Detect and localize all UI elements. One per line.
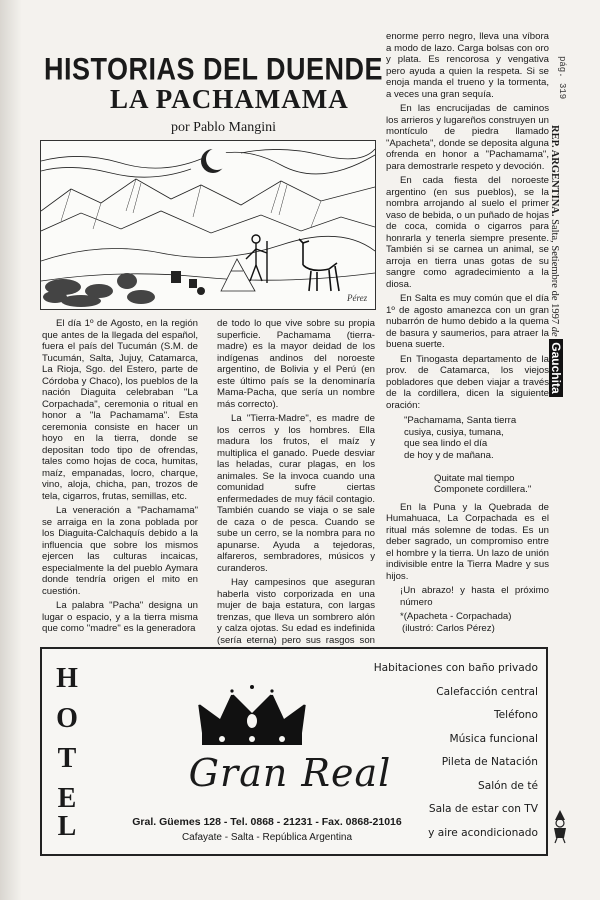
amenity-item: y aire acondicionado: [428, 826, 538, 839]
amenity-item: Habitaciones con baño privado: [373, 662, 538, 674]
paragraph: En las encrucijadas de caminos los arrieros y lugareños construyen un montículo de piedra llamado "Apacheta", donde se deposita alguna ofrenda en honor a "Pachamama", para demostrarle respeto y devoción.: [386, 103, 549, 172]
poem-line: Componete cordillera.": [434, 484, 532, 495]
hotel-name: Gran Real: [188, 751, 392, 795]
poem-line: "Pachamama, Santa tierra: [404, 415, 517, 426]
hotel-advertisement: [40, 647, 548, 856]
hotel-address: Gral. Güemes 128 - Tel. 0868 - 21231 - Fax. 0868-21016: [132, 816, 402, 828]
issue-info-vertical: [543, 125, 563, 394]
svg-text:Pérez: Pérez: [347, 293, 368, 303]
magazine-name: Gauchita: [549, 339, 563, 396]
duende-mascot-icon: [549, 808, 571, 844]
signoff: ¡Un abrazo! y hasta el próximo número: [400, 585, 549, 608]
article-byline: por Pablo Mangini: [171, 120, 276, 135]
paragraph: La "Tierra-Madre", es madre de los cerros y los hombres. Ella madura los frutos, el maíz y multiplica el ganado. Puede desviar las heladas, curar plagas, en los animales. Se la invoca cuando una comunidad sufre ciertas enfermedades de muy fácil contagio. También cuando se viaja o se sale de caza o de pesca. Cuando se sube un cerro, se la nombra para no apunarse. Ayuda a tejedoras, alfareros, sembradores, músicos y curanderos.: [217, 413, 375, 574]
caption-apacheta: *(Apacheta - Corpachada): [400, 611, 512, 622]
amenity-item: Calefacción central: [436, 685, 538, 698]
paragraph: La veneración a "Pachamama" se arraiga en la zona poblada por los Diaguita-Calchaquís debido a la influencia que sobre los mismos ejercen las culturas incaicas, especialmente la del pueblo Aymara donde tendría origen el mito en cuestión.: [42, 505, 198, 597]
hotel-letter: O: [56, 703, 78, 734]
landscape-drawing: [41, 141, 375, 309]
paragraph: En la Puna y la Quebrada de Humahuaca, La Corpachada es el ritual más solemne de todas. Es un deber sagrado, un compromiso entre el hombre y la tierra. Un lazo de unión indivisible entre la Tierra Madre y sus hijos.: [386, 501, 549, 582]
poem-line: [404, 461, 549, 473]
article-title-line2: LA PACHAMAMA: [110, 84, 349, 114]
poem-line: de hoy y de mañana.: [404, 449, 494, 461]
hotel-letter: E: [57, 783, 77, 814]
amenity-item: Sala de estar con TV: [428, 803, 538, 815]
paragraph: El día 1º de Agosto, en la región que antes de la llegada del español, fuera el país del Tucumán (S.M. de Tucumán, Salta, Jujuy, Catamarca, La Rioja, Sgo. del Estero, parte de Córdoba y Chaco), los pueblos de la nación Diaguita celebraban "La Corpachada", ceremonia o ritual en honor a "la Pachamama". Esta ceremonia consiste en hacer un hoyo en la tierra, donde se depositan todo tipo de ofrendas, tales como hojas de coca, humitas, maíz, empanadas, locro, charque, vino, aloja, chicha, pan, trozos de tela, cigarros, frutas, semillas, etc.: [42, 318, 198, 502]
amenity-item: Pileta de Natación: [441, 756, 538, 768]
article-column-2: [217, 318, 375, 672]
page-number: pág. 319: [557, 56, 567, 100]
amenity-item: Música funcional: [449, 732, 538, 745]
poem-line: que sea lindo el día: [404, 438, 488, 449]
poem-line: Quitate mal tiempo: [434, 472, 515, 484]
paragraph: Hay campesinos que aseguran haberla visto corporizada en una mujer de baja estatura, con largas trenzas, que lleva un sombrero alón y calza ojotas. Su edad es indefinida (sería eterna) pero sus rasgos son: [217, 577, 375, 646]
article-title-line1: HISTORIAS DEL DUENDE: [44, 52, 384, 87]
signoff-block: [386, 585, 549, 634]
hotel-letter: L: [57, 811, 77, 842]
paragraph: En Salta es muy común que el día 1º de agosto amanezca con un gran nubarrón de humo debido a la quema de basura y saumerios, para atraer la buena suerte.: [386, 293, 549, 350]
caption-illustrator: (ilustró: Carlos Pérez): [402, 622, 495, 634]
hotel-city: Cafayate - Salta - República Argentina: [181, 832, 353, 843]
paragraph: enorme perro negro, lleva una víbora a modo de lazo. Carga bolsas con oro y plata. Es rencorosa y vengativa pero ayuda a quien la respeta. Si se enoja manda el trueno y la tormenta, a veces una gran sequía.: [386, 31, 549, 100]
paragraph: En cada fiesta del noroeste argentino (en sus pueblos), se la nombra arrojando al suelo el primer vaso de bebida, o un puñado de hojas de coca, comida o cigarros para honrarla y tenerla siempre presente. También si se carnea un animal, se arroja en tierra unas gotas de su sangre como agradecimiento a la diosa.: [386, 175, 549, 290]
issue-location-date: Salta, Setiembre de 1997: [549, 219, 560, 325]
prayer-poem: [404, 415, 549, 496]
issue-de: de: [549, 326, 560, 337]
apacheta-illustration: [40, 140, 376, 310]
hotel-letter: T: [57, 743, 77, 774]
crown-icon: [192, 681, 312, 751]
page-binding-shadow: [0, 0, 22, 900]
amenities-list: [358, 657, 538, 845]
amenity-item: Salón de té: [477, 779, 538, 792]
poem-line: cusiya, cusiya, tumana,: [404, 426, 504, 438]
amenity-item: Teléfono: [493, 709, 538, 721]
issue-tag: REP. ARGENTINA.: [549, 125, 560, 217]
paragraph: En Tinogasta departamento de la prov. de Catamarca, los viejos pobladores que deben viajar a través de la cordillera, dicen la siguiente oración:: [386, 353, 549, 411]
article-column-1: [42, 318, 198, 638]
paragraph: de todo lo que vive sobre su propia superficie. Pachamama (tierra-madre) es la mayor deidad de los indígenas andinos del noroeste argentino, de Bolivia y el Perú (en este último país se la denominaría Mama-Pacha, que sería un nombre más correcto).: [217, 318, 375, 410]
hotel-letter: H: [56, 663, 78, 694]
article-column-3: [386, 31, 549, 634]
paragraph: La palabra "Pacha" designa un lugar o espacio, y a la tierra misma que como "madre" es la generadora: [42, 600, 198, 634]
